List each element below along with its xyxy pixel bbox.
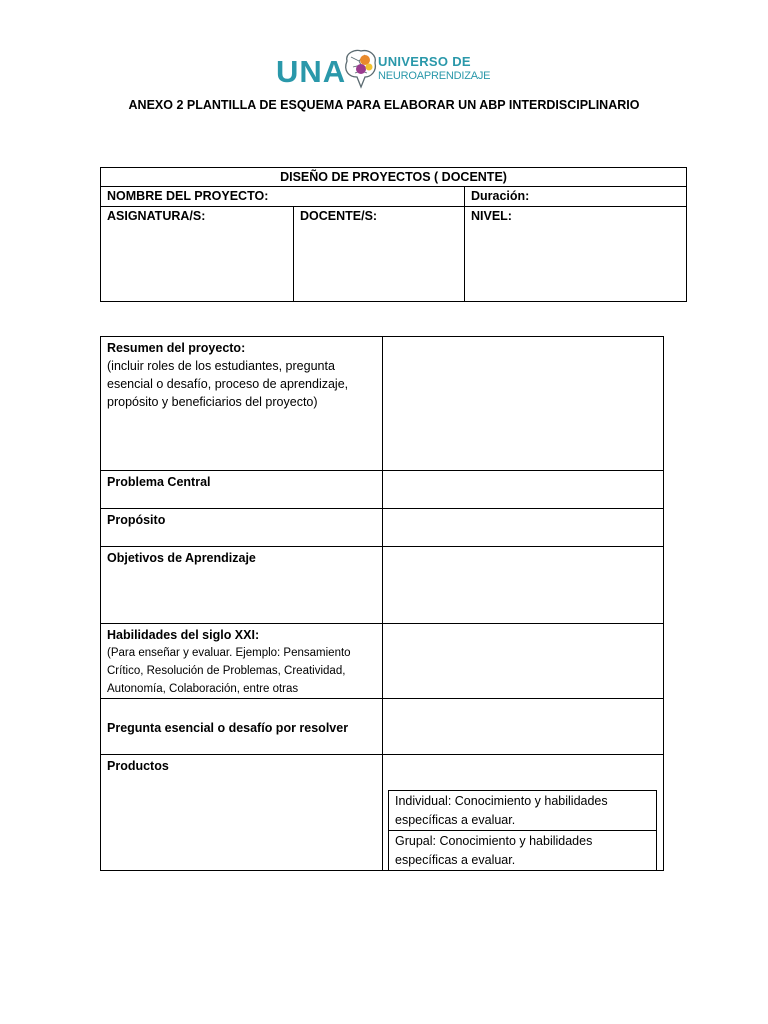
essential-question-answer-cell	[383, 699, 664, 755]
design-table	[100, 167, 687, 302]
skills-label: Habilidades del siglo XXI:	[107, 628, 260, 642]
subject-label: ASIGNATURA/S:	[101, 207, 294, 302]
logo-line1: UNIVERSO DE	[378, 54, 471, 69]
level-label: NIVEL:	[465, 207, 687, 302]
central-problem-label: Problema Central	[101, 471, 383, 509]
skills-answer-cell	[383, 624, 664, 699]
products-label: Productos	[101, 755, 383, 871]
logo-line2: NEUROAPRENDIZAJE	[378, 70, 491, 82]
individual-product-cell: Individual: Conocimiento y habilidades específicas a evaluar.	[389, 791, 657, 831]
objectives-label: Objetivos de Aprendizaje	[101, 547, 383, 624]
duration-label: Duración:	[465, 187, 687, 207]
summary-answer-cell	[383, 337, 664, 471]
document-title: ANEXO 2 PLANTILLA DE ESQUEMA PARA ELABORAR UN ABP INTERDISCIPLINARIO	[128, 98, 640, 112]
una-logo	[276, 46, 496, 96]
group-product-cell: Grupal: Conocimiento y habilidades específicas a evaluar.	[389, 831, 657, 871]
purpose-answer-cell	[383, 509, 664, 547]
summary-cell	[101, 337, 383, 471]
skills-note: (Para enseñar y evaluar. Ejemplo: Pensamiento Crítico, Resolución de Problemas, Creatividad, Autonomía, Colaboración, entre otras	[107, 647, 351, 695]
skills-cell	[101, 624, 383, 699]
brain-logo-icon	[339, 47, 379, 91]
central-problem-answer-cell	[383, 471, 664, 509]
objectives-answer-cell	[383, 547, 664, 624]
essential-question-label: Pregunta esencial o desafío por resolver	[101, 699, 383, 755]
design-table-header: DISEÑO DE PROYECTOS ( DOCENTE)	[101, 168, 687, 187]
summary-note: (incluir roles de los estudiantes, pregunta esencial o desafío, proceso de aprendizaje, propósito y beneficiarios del proyecto)	[107, 359, 349, 409]
project-name-label: NOMBRE DEL PROYECTO:	[101, 187, 465, 207]
summary-label: Resumen del proyecto:	[107, 341, 246, 355]
logo-abbr: UNA	[276, 54, 347, 89]
purpose-label: Propósito	[101, 509, 383, 547]
products-subtable	[388, 790, 657, 871]
teacher-label: DOCENTE/S:	[294, 207, 465, 302]
